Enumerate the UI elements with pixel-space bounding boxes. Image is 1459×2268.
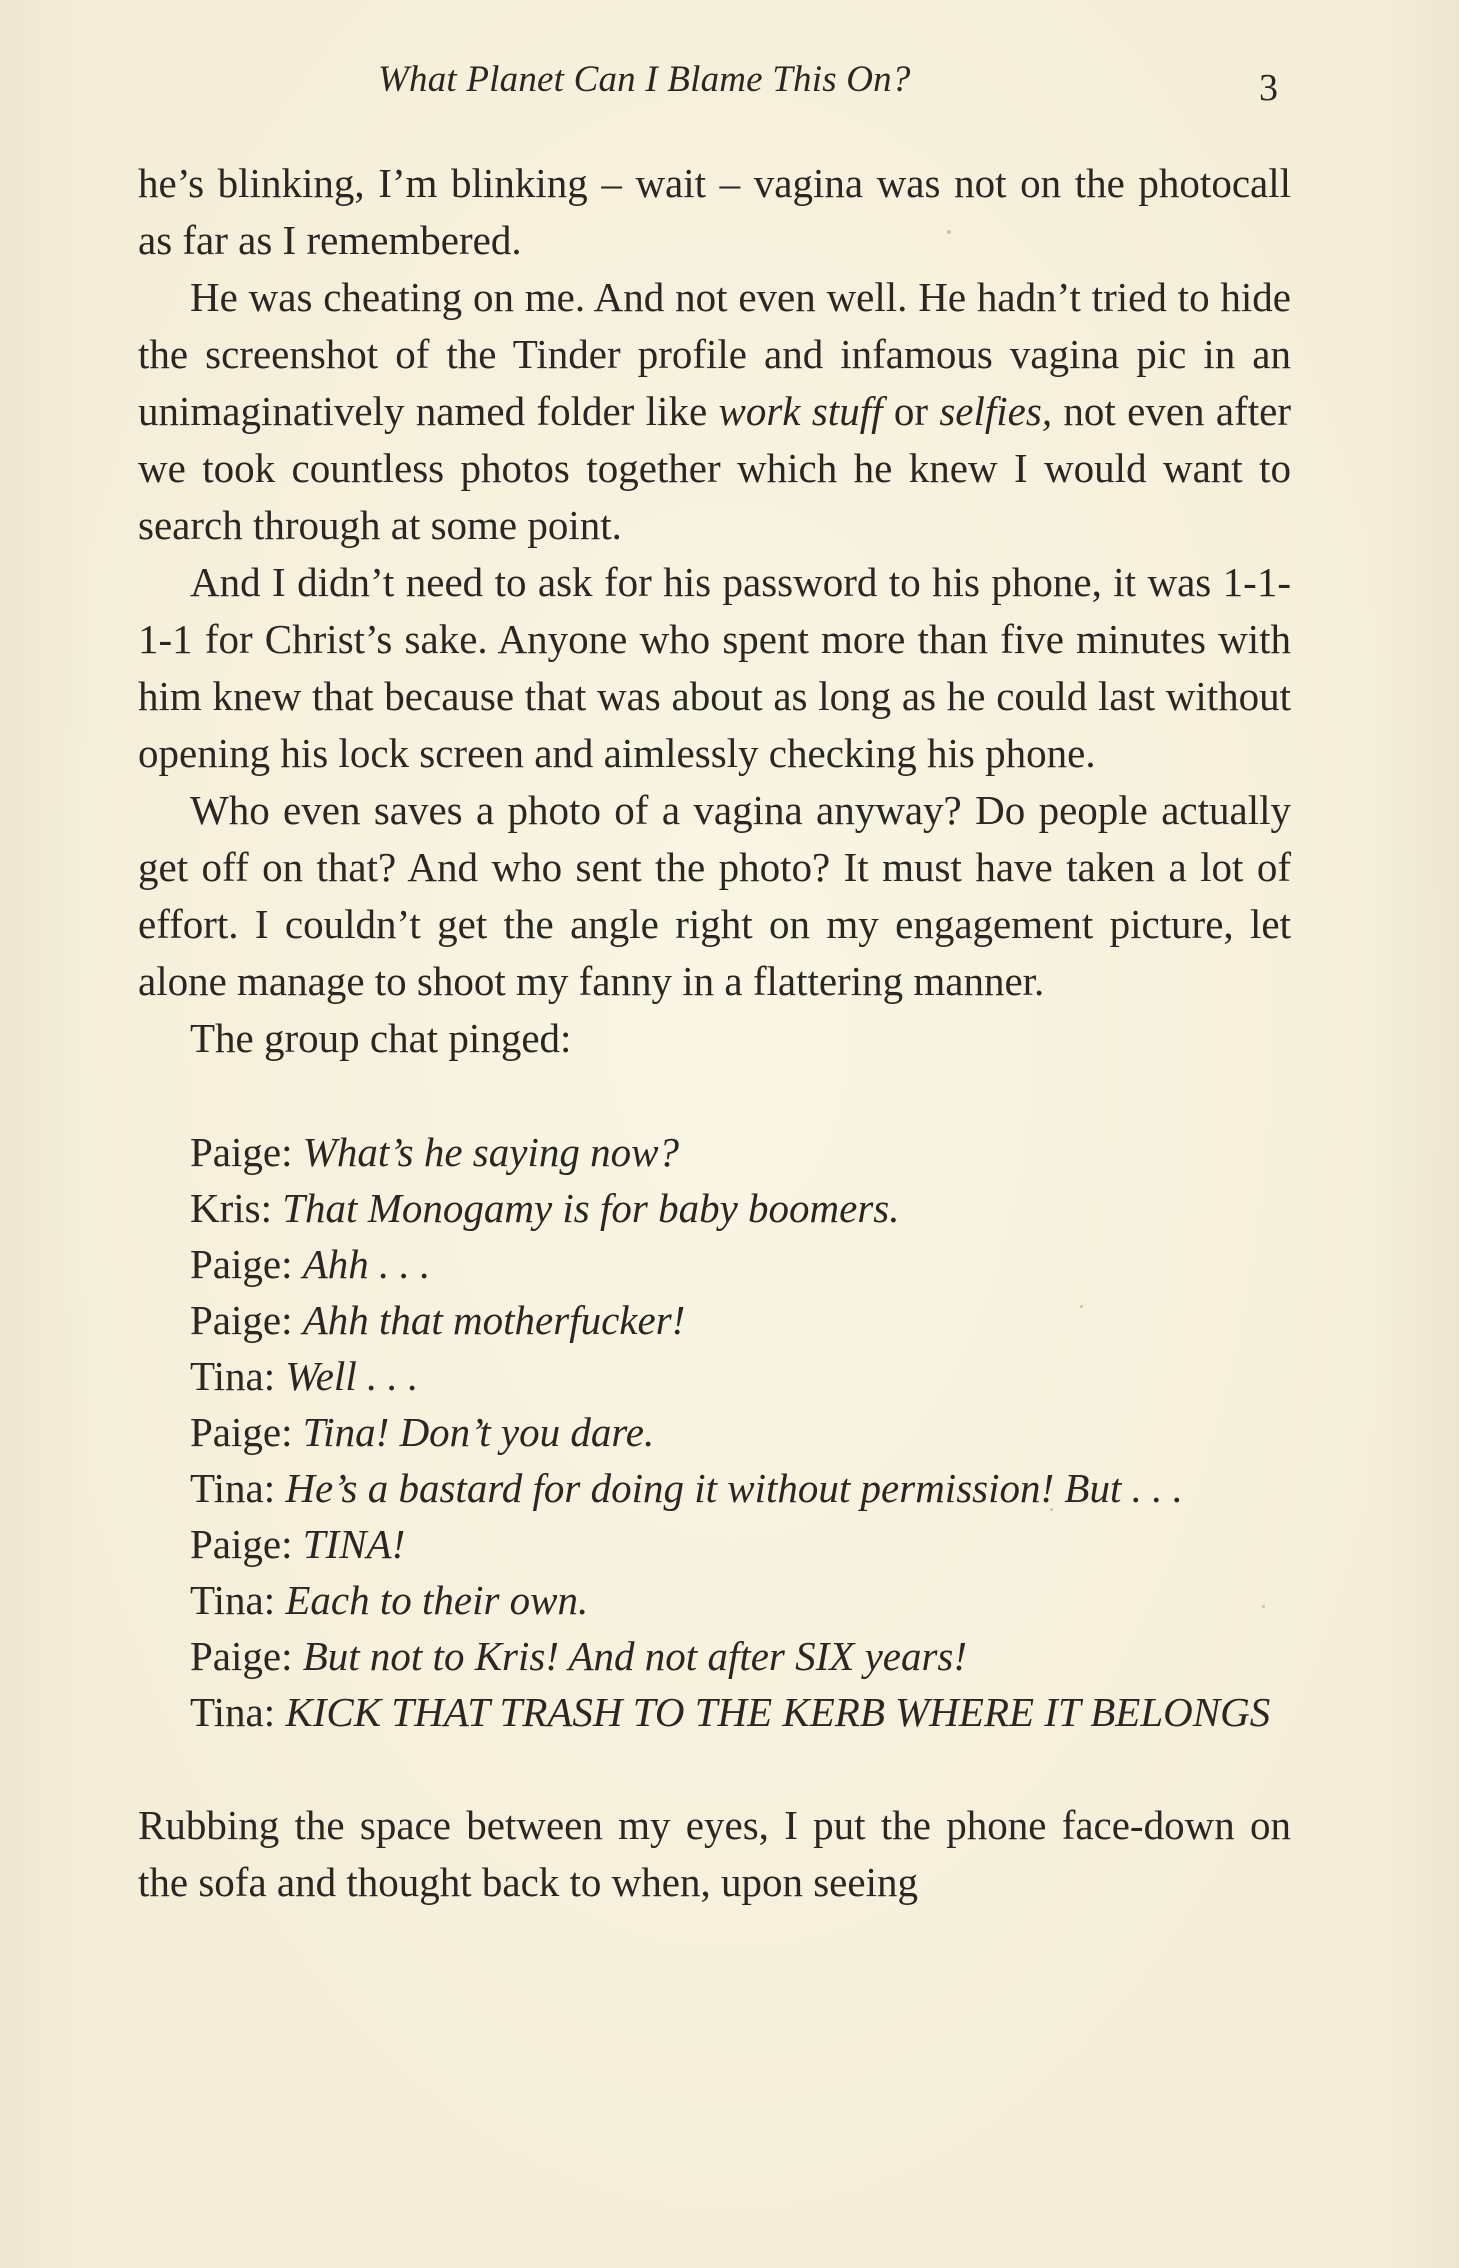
italic-phrase: selfies, (939, 388, 1053, 434)
paper-speck (1080, 1305, 1083, 1308)
chat-speaker: Paige: (190, 1129, 293, 1175)
chat-speaker: Tina: (190, 1689, 276, 1735)
paragraph-text: Rubbing the space between my eyes, I put the phone face-down on the sofa and thought back to when, upon seeing (138, 1802, 1291, 1905)
chat-message: Well . . . (285, 1353, 419, 1399)
chat-message: That Monogamy is for baby boomers. (282, 1185, 900, 1231)
chat-message: What’s he saying now? (302, 1129, 679, 1175)
paragraph-text: or (882, 388, 940, 434)
chat-message: But not to Kris! And not after SIX years! (302, 1633, 968, 1679)
chat-speaker: Kris: (190, 1185, 272, 1231)
chat-line (190, 1684, 1291, 1740)
paragraph (138, 782, 1291, 1010)
group-chat-transcript (138, 1124, 1291, 1740)
paper-speck (1050, 1508, 1053, 1511)
running-head (0, 58, 1459, 118)
paragraph (138, 1010, 1291, 1067)
chat-line (190, 1404, 1291, 1460)
chat-line (190, 1124, 1291, 1180)
paragraph-text: he’s blinking, I’m blinking – wait – vagina was not on the photocall as far as I remembered. (138, 160, 1291, 263)
chat-message: TINA! (302, 1521, 406, 1567)
chat-line (190, 1572, 1291, 1628)
chat-speaker: Paige: (190, 1633, 293, 1679)
paragraph (138, 269, 1291, 554)
paper-speck (1262, 1605, 1265, 1608)
paragraph-text: And I didn’t need to ask for his password to his phone, it was 1-1-1-1 for Christ’s sake. Anyone who spent more than five minutes with him knew that because that was about as long as he could last without opening his lock screen and aimlessly checking his phone. (138, 559, 1291, 776)
chat-line (190, 1348, 1291, 1404)
chat-speaker: Paige: (190, 1409, 293, 1455)
paragraph-text: The group chat pinged: (190, 1015, 572, 1061)
chat-speaker: Paige: (190, 1297, 293, 1343)
paragraph (138, 155, 1291, 269)
paragraph-text: Who even saves a photo of a vagina anyway? Do people actually get off on that? And who sent the photo? It must have taken a lot of effort. I couldn’t get the angle right on my engagement picture, let alone manage to shoot my fanny in a flattering manner. (138, 787, 1291, 1004)
chat-line (190, 1516, 1291, 1572)
chat-line (190, 1236, 1291, 1292)
chat-message: Ahh . . . (302, 1241, 431, 1287)
paragraph-text: He was cheating on me. And not even well. He hadn’t tried to hide the screenshot of the Tinder profile and infamous vagina pic in an unimaginatively named folder like (138, 274, 1291, 434)
chat-speaker: Tina: (190, 1577, 276, 1623)
chat-line (190, 1460, 1291, 1516)
paper-speck (947, 230, 951, 234)
chat-message: KICK THAT TRASH TO THE KERB WHERE IT BELONGS (285, 1689, 1271, 1735)
paragraph (138, 554, 1291, 782)
running-title: What Planet Can I Blame This On? (378, 59, 911, 100)
chat-speaker: Paige: (190, 1521, 293, 1567)
chat-line (190, 1628, 1291, 1684)
chat-message: He’s a bastard for doing it without permission! But . . . (285, 1465, 1183, 1511)
page-number: 3 (1259, 67, 1278, 109)
chat-line (190, 1292, 1291, 1348)
paragraph-text: not even after we took countless photos together which he knew I would want to search through at some point. (138, 388, 1291, 548)
chat-speaker: Tina: (190, 1353, 276, 1399)
paragraph (138, 1797, 1291, 1911)
chat-line (190, 1180, 1291, 1236)
chat-message: Tina! Don’t you dare. (302, 1409, 655, 1455)
chat-speaker: Tina: (190, 1465, 276, 1511)
chat-message: Each to their own. (285, 1577, 589, 1623)
chat-message: Ahh that motherfucker! (302, 1297, 686, 1343)
italic-phrase: work stuff (718, 388, 883, 434)
chat-speaker: Paige: (190, 1241, 293, 1287)
body-text (138, 155, 1291, 1911)
